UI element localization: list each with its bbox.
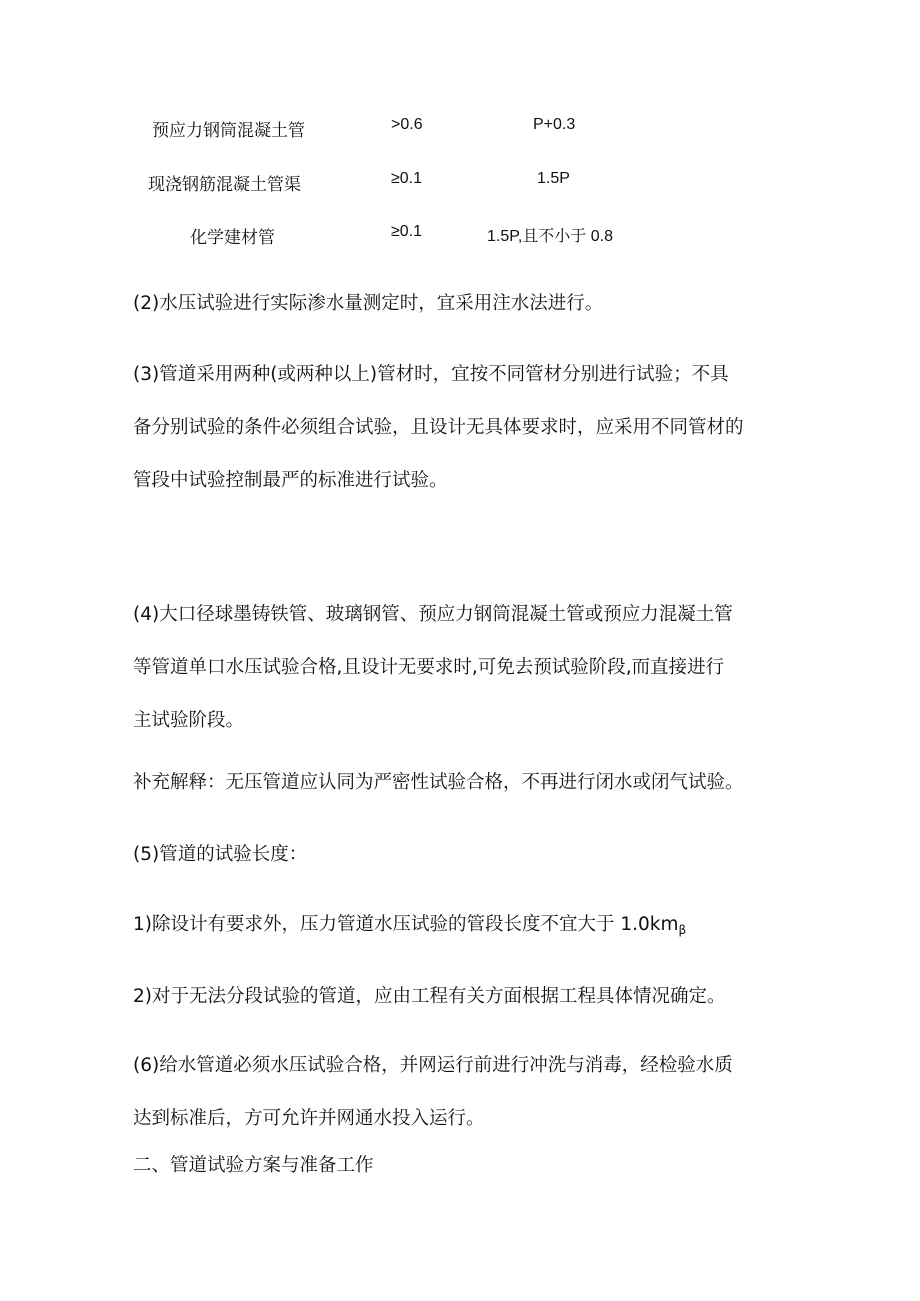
paragraph-line: 1)除设计有要求外，压力管道水压试验的管段长度不宜大于 1.0km — [133, 914, 679, 935]
paragraph-line: 补充解释：无压管道应认同为严密性试验合格，不再进行闭水或闭气试验。 — [133, 772, 744, 793]
paragraph-line: (6)给水管道必须水压试验合格，并网运行前进行冲洗与消毒，经检验水质 — [133, 1055, 733, 1076]
table-row — [0, 116, 920, 146]
paragraph-line: (2)水压试验进行实际渗水量测定时，宜采用注水法进行。 — [133, 293, 604, 314]
paragraph-line: (4)大口径球墨铸铁管、玻璃钢管、预应力钢筒混凝土管或预应力混凝土管 — [133, 604, 733, 625]
paragraph-5-2 — [133, 970, 813, 1023]
paragraph-line: 达到标准后，方可允许并网通水投入运行。 — [133, 1108, 485, 1129]
material-cell: 预应力钢筒混凝土管 — [152, 121, 305, 141]
paragraph-line: 等管道单口水压试验合格,且设计无要求时,可免去预试验阶段,而直接进行 — [133, 657, 725, 678]
paragraph-line: 2)对于无法分段试验的管道，应由工程有关方面根据工程具体情况确定。 — [133, 986, 726, 1007]
table-row — [0, 170, 920, 200]
paragraph-4 — [133, 588, 813, 747]
paragraph-6 — [133, 1039, 813, 1145]
test-pressure-cell: 1.5P — [537, 170, 570, 187]
paragraph-5-1 — [133, 898, 813, 957]
paragraph-3 — [133, 348, 813, 507]
section-heading — [133, 1139, 813, 1192]
paragraph-5 — [133, 828, 813, 881]
paragraph-line: (5)管道的试验长度： — [133, 844, 308, 865]
supplementary-note — [133, 756, 813, 809]
paragraph-2 — [133, 277, 813, 330]
paragraph-line: 主试验阶段。 — [133, 710, 245, 731]
subscript-mark: β — [678, 923, 687, 937]
paragraph-line: 管段中试验控制最严的标准进行试验。 — [133, 470, 448, 491]
table-row — [0, 223, 920, 253]
pressure-cell: >0.6 — [391, 116, 423, 133]
paragraph-line: 备分别试验的条件必须组合试验，且设计无具体要求时，应采用不同管材的 — [133, 417, 744, 438]
material-cell: 现浇钢筋混凝土管渠 — [148, 175, 301, 195]
test-pressure-cell: P+0.3 — [533, 116, 576, 133]
material-cell: 化学建材管 — [190, 228, 275, 248]
paragraph-line: (3)管道采用两种(或两种以上)管材时，宜按不同管材分别进行试验；不具 — [133, 364, 729, 385]
test-pressure-cell: 1.5P,且不小于 0.8 — [487, 228, 613, 245]
heading-text: 二、管道试验方案与准备工作 — [133, 1155, 374, 1176]
pressure-cell: ≥0.1 — [391, 223, 423, 240]
pressure-cell: ≥0.1 — [391, 170, 423, 187]
